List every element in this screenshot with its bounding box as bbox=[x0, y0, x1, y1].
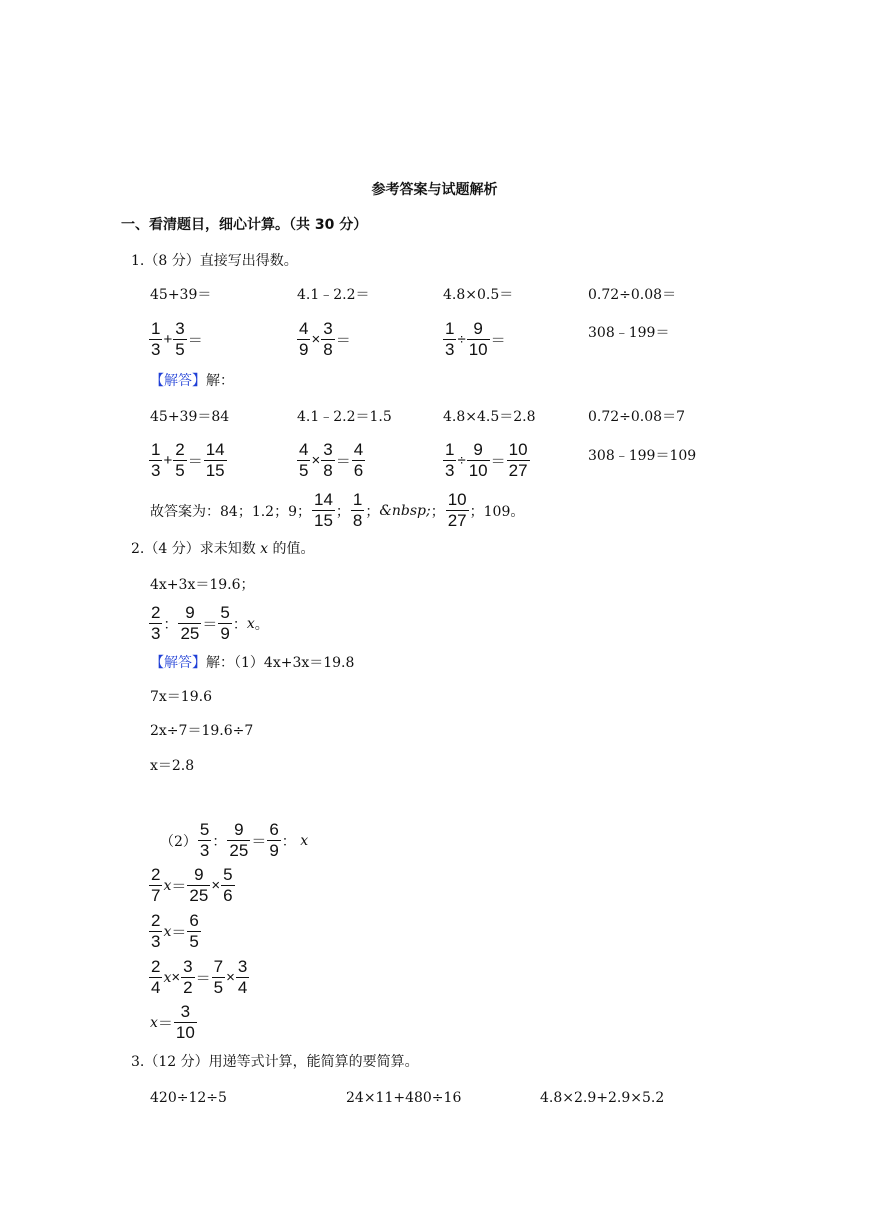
fraction: $\frac{2}{3}$ bbox=[151, 911, 161, 951]
q1-item-1: 45+39＝ bbox=[150, 287, 212, 303]
q2-part-2: （2） $\frac{5}{3}$ ： $\frac{9}{25}$ ＝ $\frac{6}{9}$ ： x bbox=[160, 820, 309, 860]
question-3-heading: 3.（12 分）用递等式计算，能简算的要简算。 bbox=[131, 1054, 419, 1070]
q2-equation-1: 4x+3x＝19.6； bbox=[150, 577, 255, 593]
fraction: $\frac{1}{8}$ bbox=[352, 490, 363, 530]
fraction: $\frac{2}{4}$ bbox=[151, 957, 161, 997]
fraction: $\frac{1}{3}$ bbox=[151, 319, 161, 359]
q2-step-5: $\frac{2}{3}$ x ＝ $\frac{6}{5}$ bbox=[151, 911, 199, 951]
q1-item-5: $\frac{1}{3}$ + $\frac{3}{5}$ ＝ bbox=[151, 319, 203, 359]
q1-answer-5: $\frac{1}{3}$ + $\frac{2}{5}$ ＝ $\frac{14}{15}$ bbox=[151, 440, 225, 480]
fraction: $\frac{9}{25}$ bbox=[180, 603, 200, 643]
fraction: $\frac{10}{27}$ bbox=[508, 440, 528, 480]
q2-step-4: $\frac{2}{7}$ x ＝ $\frac{9}{25}$ × $\frac{5}{6}$ bbox=[151, 865, 233, 905]
fraction: $\frac{9}{10}$ bbox=[468, 319, 488, 359]
q2-answer-label: 【解答】解：（1）4x+3x＝19.8 bbox=[150, 655, 355, 671]
fraction: $\frac{6}{9}$ bbox=[269, 820, 279, 860]
fraction: $\frac{2}{3}$ bbox=[151, 603, 161, 643]
q1-answer-1: 45+39＝84 bbox=[150, 409, 230, 425]
answer-tag: 【解答】 bbox=[150, 373, 206, 389]
fraction: $\frac{4}{5}$ bbox=[299, 440, 309, 480]
answer-tag: 【解答】 bbox=[150, 655, 206, 671]
q3-item-1: 420÷12÷5 bbox=[150, 1090, 227, 1106]
q2-step-1: 7x＝19.6 bbox=[150, 689, 212, 705]
fraction: $\frac{3}{8}$ bbox=[323, 319, 333, 359]
q1-item-3: 4.8×0.5＝ bbox=[443, 287, 514, 303]
q2-step-6: $\frac{2}{4}$ x × $\frac{3}{2}$ ＝ $\frac{7}{5}$ × $\frac{3}{4}$ bbox=[151, 957, 248, 997]
q2-step-7: x ＝ $\frac{3}{10}$ bbox=[150, 1002, 195, 1042]
q2-equation-2: $\frac{2}{3}$ ： $\frac{9}{25}$ ＝ $\frac{5}{9}$ ： x 。 bbox=[151, 603, 269, 643]
fraction: $\frac{14}{15}$ bbox=[314, 490, 333, 530]
q1-answer-6: $\frac{4}{5}$ × $\frac{3}{8}$ ＝ $\frac{4}{6}$ bbox=[299, 440, 364, 480]
section-heading: 一、看清题目，细心计算。（共 30 分） bbox=[121, 217, 368, 233]
fraction: $\frac{3}{10}$ bbox=[175, 1002, 195, 1042]
fraction: $\frac{9}{25}$ bbox=[229, 820, 249, 860]
fraction: $\frac{3}{5}$ bbox=[175, 319, 185, 359]
fraction: $\frac{4}{6}$ bbox=[353, 440, 364, 480]
fraction: $\frac{9}{25}$ bbox=[189, 865, 209, 905]
q1-item-2: 4.1﹣2.2＝ bbox=[297, 287, 370, 303]
q1-answer-3: 4.8×4.5＝2.8 bbox=[443, 409, 536, 425]
fraction: $\frac{5}{9}$ bbox=[220, 603, 230, 643]
q3-item-3: 4.8×2.9+2.9×5.2 bbox=[540, 1090, 665, 1106]
fraction: $\frac{1}{3}$ bbox=[151, 440, 161, 480]
q1-summary: 故答案为：84；1.2；9； $\frac{14}{15}$ ； $\frac{1}{8}$ ； &nbsp; ； $\frac{10}{27}$ ； 109。 bbox=[150, 490, 525, 530]
q1-answer-2: 4.1﹣2.2＝1.5 bbox=[297, 409, 392, 425]
q1-item-4: 0.72÷0.08＝ bbox=[588, 287, 677, 303]
q2-step-3: x＝2.8 bbox=[150, 758, 195, 774]
question-1-heading: 1.（8 分）直接写出得数。 bbox=[131, 253, 298, 269]
fraction: $\frac{9}{10}$ bbox=[468, 440, 488, 480]
q3-item-2: 24×11+480÷16 bbox=[346, 1090, 462, 1106]
fraction: $\frac{3}{8}$ bbox=[323, 440, 333, 480]
fraction: $\frac{7}{5}$ bbox=[213, 957, 224, 997]
q2-step-2: 2x÷7＝19.6÷7 bbox=[150, 723, 254, 739]
fraction: $\frac{6}{5}$ bbox=[189, 911, 199, 951]
fraction: $\frac{14}{15}$ bbox=[205, 440, 225, 480]
fraction: $\frac{5}{6}$ bbox=[223, 865, 233, 905]
q1-answer-8: 308﹣199＝109 bbox=[588, 448, 697, 464]
page-title: 参考答案与试题解析 bbox=[371, 182, 498, 198]
fraction: $\frac{1}{3}$ bbox=[445, 319, 455, 359]
fraction: $\frac{1}{3}$ bbox=[445, 440, 455, 480]
fraction: $\frac{3}{4}$ bbox=[237, 957, 248, 997]
q1-answer-7: $\frac{1}{3}$ ÷ $\frac{9}{10}$ ＝ $\frac{10}{27}$ bbox=[445, 440, 528, 480]
fraction: $\frac{3}{2}$ bbox=[183, 957, 193, 997]
q1-item-6: $\frac{4}{9}$ × $\frac{3}{8}$ ＝ bbox=[299, 319, 351, 359]
q1-answer-4: 0.72÷0.08＝7 bbox=[588, 409, 685, 425]
fraction: $\frac{2}{5}$ bbox=[175, 440, 185, 480]
fraction: $\frac{10}{27}$ bbox=[447, 490, 467, 530]
q1-item-7: $\frac{1}{3}$ ÷ $\frac{9}{10}$ ＝ bbox=[445, 319, 506, 359]
fraction: $\frac{2}{7}$ bbox=[151, 865, 161, 905]
q1-item-8: 308﹣199＝ bbox=[588, 325, 670, 341]
fraction: $\frac{4}{9}$ bbox=[299, 319, 309, 359]
fraction: $\frac{5}{3}$ bbox=[199, 820, 210, 860]
q1-answer-label: 【解答】解： bbox=[150, 373, 234, 389]
question-2-heading: 2.（4 分）求未知数 x 的值。 bbox=[131, 541, 315, 557]
